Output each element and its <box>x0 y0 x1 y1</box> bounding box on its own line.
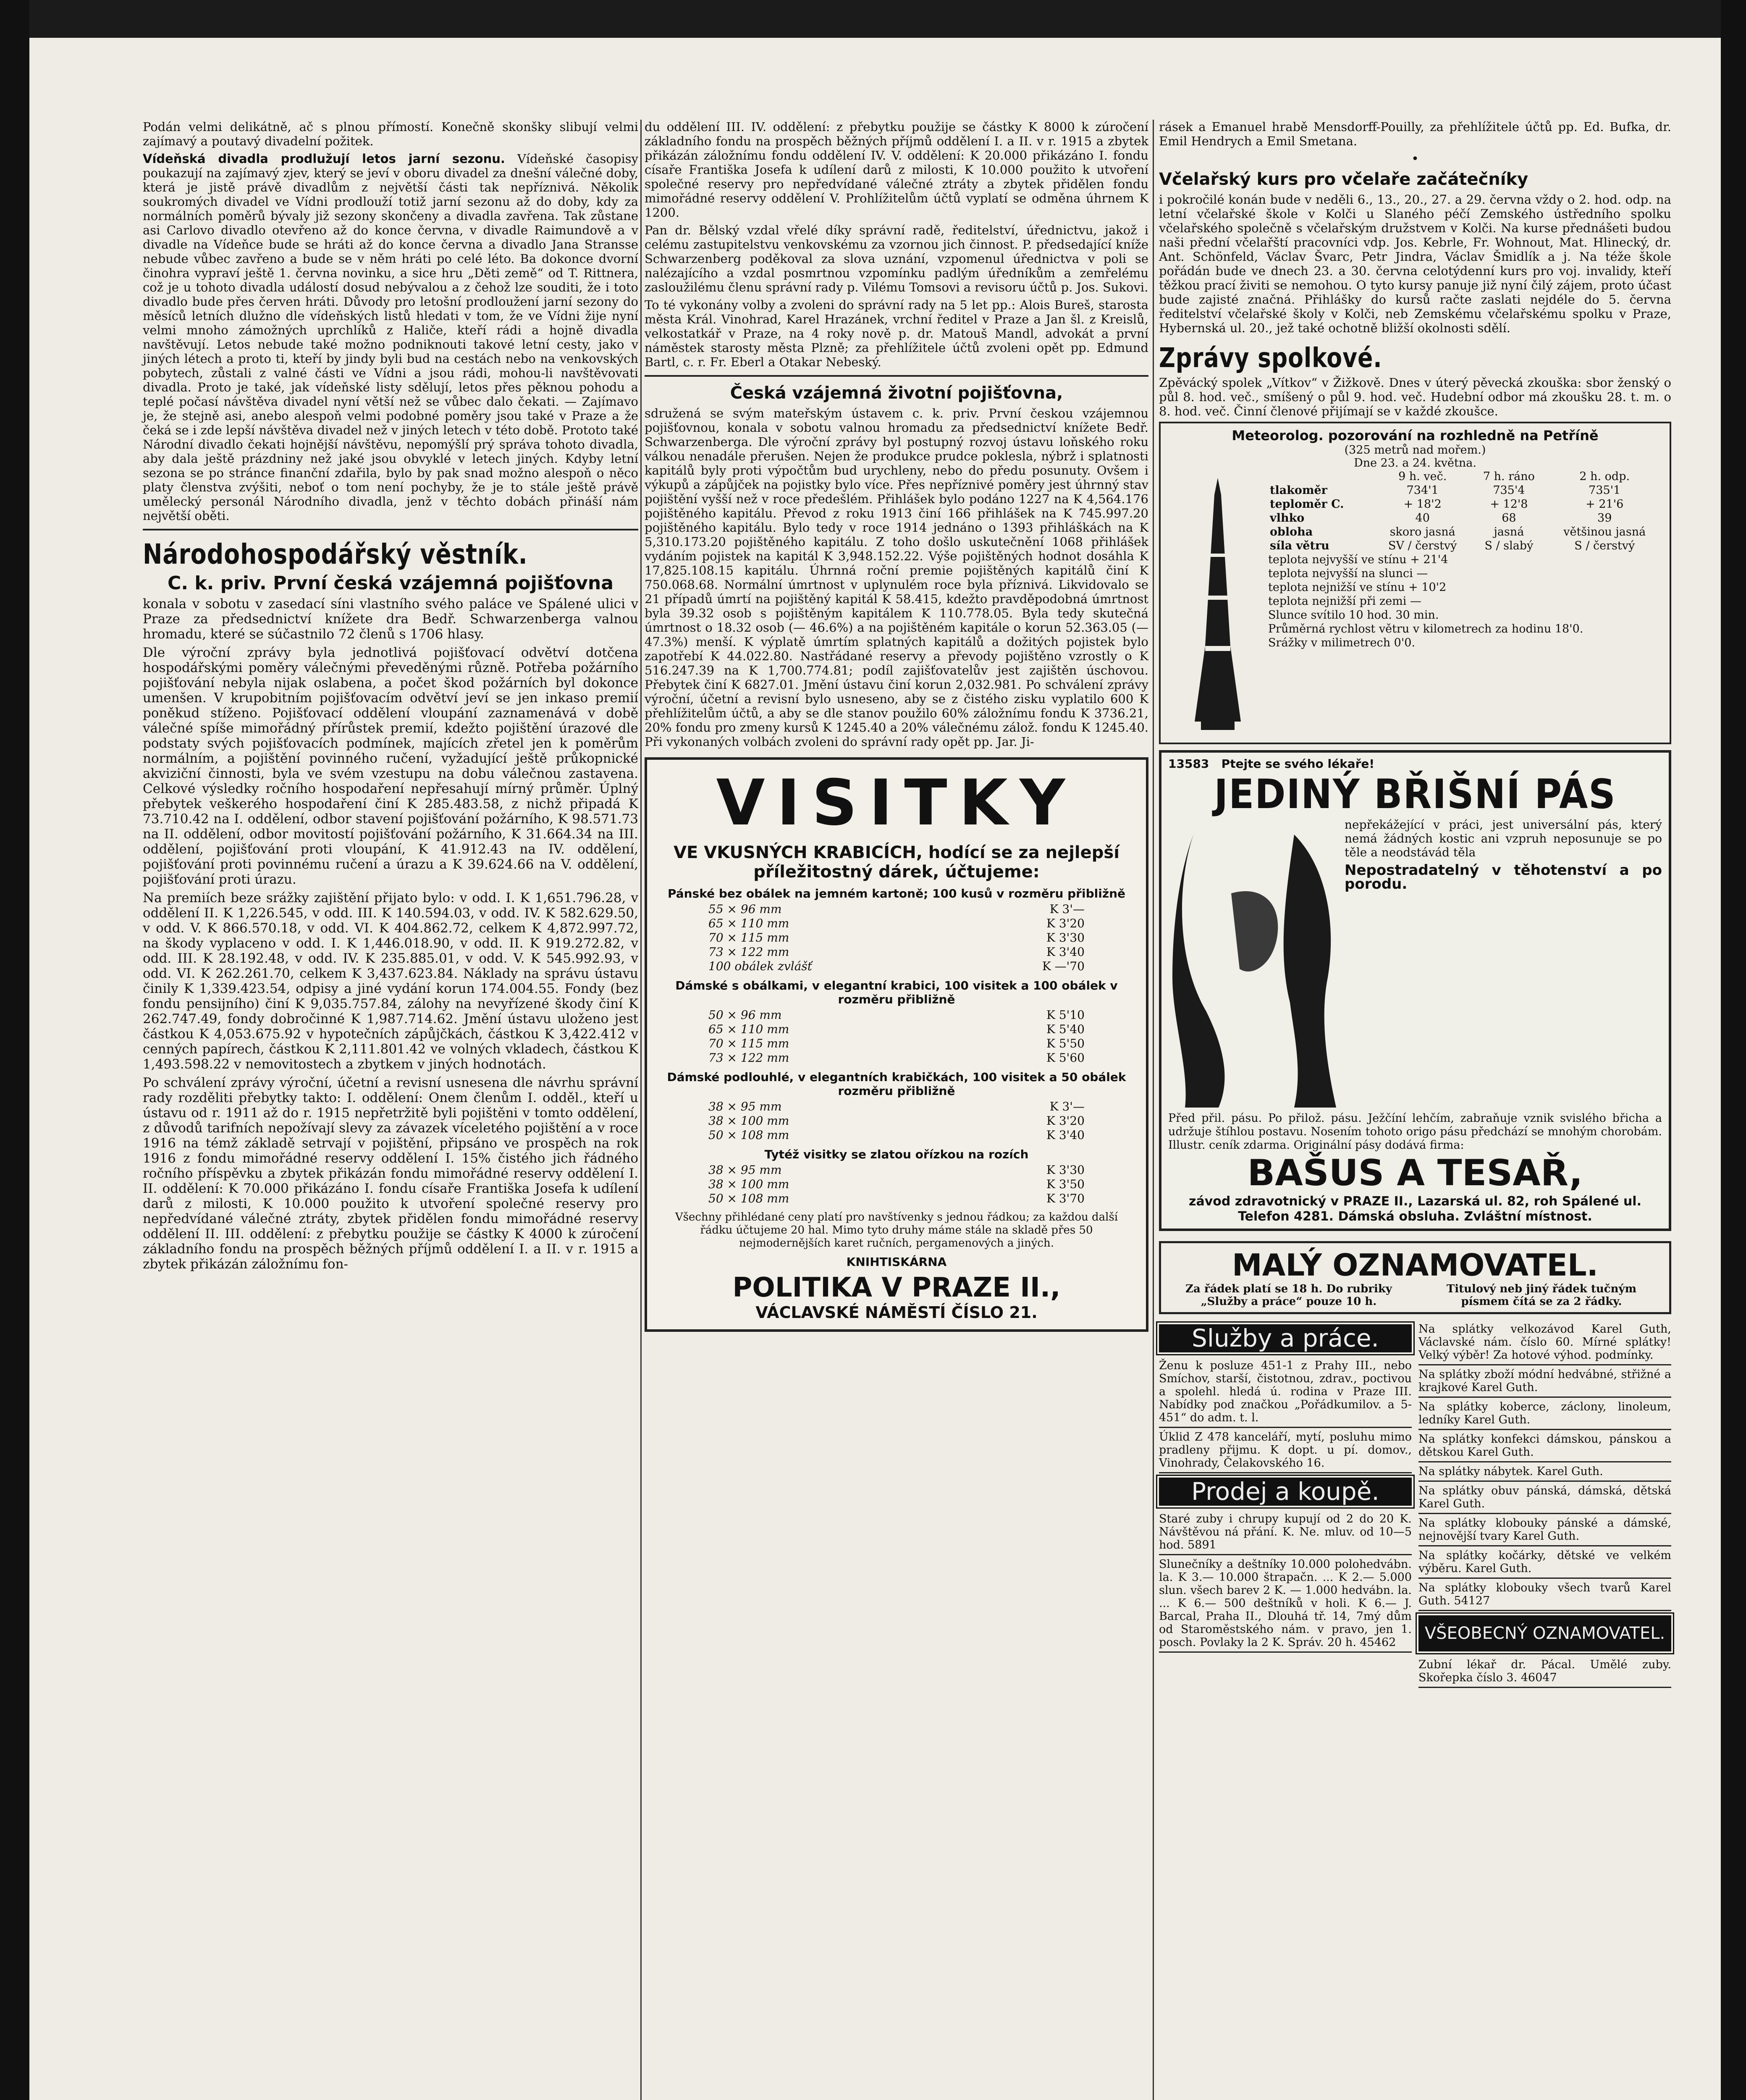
paragraph: du oddělení III. IV. oddělení: z přebytku použije se částky K 8000 k zúročení základního fondu na prospěch běžných příjmů oddělení I. a II. v r. 1915 a zbytek přikázán záložnímu fondu oddělení IV. V. oddělení: K 20.000 přikázáno I. fondu císaře Františka Josefa k udílení darů z milosti, K 10.000 použito k utvoření společné reservy pro nepředvídané válečné ztráty a zbytek přidělen fondu mimořádné reservy oddělení V. Prohlížitelům účtů vyplatí se odměna úhrnem K 1200. <box>645 120 1148 220</box>
column-divider <box>1153 120 1154 2100</box>
weather-row: vlhko 40 68 39 <box>1270 512 1612 525</box>
classified-ad: Na splátky zboží módní hedvábné, střižné a krajkové Karel Guth. <box>1418 1365 1671 1398</box>
classified-ad: Na splátky obuv pánská, dámská, dětská Karel Guth. <box>1418 1482 1671 1514</box>
scan-border-right <box>1721 0 1746 2100</box>
petrin-tower-illustration <box>1167 470 1268 738</box>
ribbon-general: VŠEOBECNÝ OZNAMOVATEL. <box>1418 1615 1671 1651</box>
belt-ad-title: JEDINÝ BŘIŠNÍ PÁS <box>1214 771 1616 818</box>
scan-border-top <box>0 0 1746 38</box>
club-news: Zpěvácký spolek „Vítkov“ v Žižkově. Dnes v úterý pěvecká zkouška: sbor ženský o půl 8. hod. več., smíšený o půl 9. hod. več. Hudební odbor má zkoušku 28. t. m. o 8. hod. več. Činní členové přijímají se v každé zkoušce. <box>1159 375 1671 418</box>
classified-ad: Úklid Z 478 kanceláří, mytí, posluhu mimo pradleny přijmu. K dopt. u pí. domov., Vinohrady, Čelakovského 16. <box>1159 1428 1412 1473</box>
paragraph: sdružená se svým mateřským ústavem c. k. priv. První českou vzájemnou pojišťovnou, konala v sobotu valnou hromadu za předsednictví knížete Bedř. Schwarzenberga. Dle výroční zprávy byl postupný rozvoj ústavu loňského roku válkou nenadále přerušen. Nejen že produkce prudce poklesla, nýbrž i splatnosti kapitálů byly proti výpočtům bud urychleny, nebo do předu posunuty. Ovšem i výkupů a zápůjček na pojistky bylo více. Přes nepříznivé poměry jest úhrnný stav pojištění vyšší než v roce předešlém. Přihlášek bylo podáno 1227 na K 4,564.176 pojištěného kapitálu. Převod z roku 1913 činí 166 přihlášek na K 745.997.20 pojištěného kapitálu. Bylo tedy v roce 1914 jednáno o 1393 přihláškách na K 5,310.173.20 pojištěného kapitálu. Z toho došlo uskutečnění 1068 přihlášek vydáním pojistek na kapitál K 3,948.152.22. Výše pojištěných hodnot dosáhla K 17,825.108.15 kapitálu. Úhrnná roční premie pojištěných kapitálů činí K 750.068.68. Normální úmrtnost v uplynulém roce byla příznivá. Likvidovalo se 21 případů úmrtí na pojištěný kapitál K 58.415, kdežto pravděpodobná úmrtnost byla 39.32 osob s pojištěným kapitálem K 110.778.05. Byla tedy skutečná úmrtnost o 18.32 osob (— 46.6%) a na pojištěném kapitále o korun 52.363.05 (— 47.3%) menší. K výplatě úmrtím splatných kapitálů a dožitých pojistek bylo zapotřebí K 44.022.80. Nastřádané reservy a převody pojištěno vzrostly o K 516.247.39 na K 1,700.774.81; podíl zajišťovatelův jest zajištěn úschovou. Přebytek činí K 6827.01. Jmění ústavu činí korun 2,032.981. Po schválení zprávy výroční, účetní a revisní bylo usneseno, aby se z čistého zisku vyplatilo 600 K přehlížitelům účtů, a aby se dle stanov použilo 60% záložnímu fondu K 3736.21, 20% fondu pro zmeny kursů K 1245.40 a 20% válečnému zálož. fondu K 1245.40. Při vykonaných volbách zvoleni do správní rady opět pp. Jar. Ji- <box>645 406 1148 749</box>
classified-ad: Na splátky velkozávod Karel Guth, Václavské nám. číslo 60. Mírné splátky! Velký výběr! Za hotové výhod. podmínky. <box>1418 1320 1671 1365</box>
beekeeping-text: i pokročilé konán bude v neděli 6., 13., 20., 27. a 29. června vždy o 2. hod. odp. na letní včelařské škole v Kolči u Slaného péčí Zemského ústředního spolku včelařského společně s včelařským družstvem v Kolči. Na kurse přednášeti budou naši přední včelařští pracovníci vdp. Jos. Kebrle, Fr. Wohnout, Mat. Hlinecký, dr. Ant. Schönfeld, Václav Švarc, Petr Jindra, Václav Šmidlík a j. Na téže škole pořádán bude ve dnech 23. a 30. června celotýdenní kurs pro voj. invalidy, kteří těžkou prací živiti se nemohou. O tyto kursy panuje již nyní čilý zájem, proto účast bude zajisté značná. Přihlášky do kursů račte zaslati nejdéle do 5. června ředitelství včelařské školy v Kolči, neb Zemskému včelařskému spolku v Praze, Hybernská ul. 20., jež také ochotně bližší okolnosti sdělí. <box>1159 192 1671 335</box>
classified-ad: Ženu k posluze 451-1 z Prahy III., nebo Smíchov, starší, čistotnou, zdrav., poctivou a spolehl. hledá ú. rodina v Praze III. Nabídky pod značkou „Pořádkumilov. a 5-451“ do adm. t. l. <box>1159 1357 1412 1428</box>
classified-ad: Na splátky koberce, záclony, linoleum, ledníky Karel Guth. <box>1418 1398 1671 1430</box>
section-title-economy: Národohospodářský věstník. <box>143 538 528 570</box>
price-group-title: Pánské bez obálek na jemném kartoně; 100 kusů v rozměru přibližně <box>667 887 1126 900</box>
belt-text-2: Před přil. pásu. Po přilož. pásu. Ježčíní lehčím, zabraňuje vznik svislého břicha a udržuje štíhlou postavu. Nosením tohoto origo pásu předchází se mnohým chorobám. Illustr. ceník zdarma. Originální pásy dodává firma: <box>1168 1112 1662 1152</box>
weather-altitude: (325 metrů nad mořem.) <box>1344 444 1486 457</box>
belt-advertisement <box>1159 750 1671 1231</box>
ribbon-sale: Prodej a koupě. <box>1159 1478 1412 1506</box>
weather-box <box>1159 422 1671 744</box>
column-3 <box>1159 120 1671 2100</box>
paragraph: Pan dr. Bělský vzdal vřelé díky správní radě, ředitelství, úřednictvu, jakož i celému zastupitelstvu venkovskému za vzornou jich činnost. P. předsedající kníže Schwarzenberg poděkoval za slova uznání, vzpomenul úřednictva v poli se nalézajícího a vzdal posmrtnou vzpomínku padlým úředníkům a zemřelému zasloužilému členu správní rady p. Vilému Tomsovi a revisoru účtů p. Jos. Sukovi. <box>645 223 1148 294</box>
vienna-article: Vídeňská divadla prodlužují letos jarní sezonu. Vídeňské časopisy poukazují na zajímavý zjev, který se jeví v oboru divadel za dnešní válečné doby, která je jistě právě divadlům z největší části tak nepříznivá. Několik soukromých divadel ve Vídni prodlouží totiž jarní sezonu až do doby, kdy za normálních poměrů bývaly již sezony skončeny a divadla zavřena. Tak zůstane asi Carlovo divadlo otevřeno až do konce června, v divadle Raimundově a v divadle na Vídeňce bude se hráti až do konce června a divadlo Jana Stransse nebude vůbec zavřeno a bude se v něm hráti po celé léto. Ba dokonce dvorní činohra vypraví ještě 1. června novinku, a sice hru „Děti země“ od T. Rittnera, což je u tohoto divadla událostí dosud nebývalou a z čehož lze souditi, že i toto divadlo bude přes červen hráti. Důvody pro letošní prodloužení jarní sezony do měsíců letních dlužno dle vídeňských listů hledati v tom, že ve Vídni žije nyní velmi mnoho zámožných uprchlíků z Haliče, kteří rádi a hojně divadla navštěvují. Letos nebude také možno podniknouti takové letní cesty, jako v jiných létech a proto ti, kteří by jindy byli bud na cestách nebo na venkovských pobytech, zůstali z valné části ve Vídni a jsou rádi, mohou-li navštěvovati divadla. Proto je také, jak vídeňské listy sdělují, letos přes pěknou pohodu a teplé počasí návštěva divadel nyní větší než se vůbec dalo čekati. — Zajímavo je, že stejně asi, anebo alespoň velmi podobné poměry jsou také v Praze a že čeká se i zde lepší návštěva divadel než v jiných letech v této době. Prototo také Národní divadlo čekati hojnější návštěvu, nepomýšlí prý správa tohoto divadla, aby dala ještě prázdniny než jaké jsou obvyklé v letech jiných. Kdyby letní sezona se po stránce finanční zdařila, bylo by pak snad možno alespoň o něco platy členstva zvýšiti, neboť o tom není pochyby, že je to stále ještě právě umělecký personál Národního divadla, jenž v těchto dobách přináší nám největší oběti. <box>143 152 638 523</box>
paragraph: To té vykonány volby a zvoleni do správní rady na 5 let pp.: Alois Bureš, starosta města Král. Vinohrad, Karel Hrazánek, vrchní ředitel v Praze a Jan šl. z Kreislů, velkostatkář v Praze, na 4 roky nově p. dr. Matouš Mandl, advokát a první náměstek starosty města Plzně; za přehlížitele účtů zvoleni opět pp. Edmund Bartl, c. r. Fr. Eberl a Otakar Nebeský. <box>645 298 1148 369</box>
paragraph: Po schválení zprávy výroční, účetní a revisní usnesena dle návrhu správní rady rozděliti přebytky takto: I. oddělení: Onem členům I. odděl., kteří u ústavu od r. 1911 až do r. 1915 nepřetržitě byli pojištěni v tomto oddělení, z důvodů tarifních nepožívají slevy za závazek víceletého pojištění a v roce 1916 na témž základě setrvají v pojištění, připsáno ve prospěch na rok 1916 z fondu mimořádné reservy oddělení I. 15% čistého jich řádného ročního příspěvku a zbytek přikázán fondu mimořádné reservy oddělení I. II. oddělení: K 70.000 přikázáno I. fondu císaře Františka Josefa k udílení darů z milosti, K 10.000 použito k utvoření společné reservy pro nepředvídané válečné ztráty, zbytek přidělen fondu mimořádné reservy oddělení II. III. oddělení: z přebytku použije se částky K 4000 k zúročení základního fondu na prospěch běžných příjmů oddělení I. a II. v r. 1915 a zbytek přikázán záložnímu fon- <box>143 1075 638 1272</box>
weather-title: Meteorolog. pozorování na rozhledně na Petříně <box>1232 428 1599 444</box>
classifieds-title: MALÝ OZNAMOVATEL. <box>1232 1247 1599 1283</box>
intro-paragraph: Podán velmi delikátně, ač s plnou přímostí. Konečně skonšky slibují velmi zajímavý a poutavý divadelní požitek. <box>143 120 638 148</box>
vienna-headline: Vídeňská divadla prodlužují letos jarní sezonu. <box>143 152 505 166</box>
classified-ad: Zubní lékař dr. Pácal. Umělé zuby. Skořepka číslo 3. 46047 <box>1418 1656 1671 1688</box>
paragraph: Dle výroční zprávy byla jednotlivá pojišťovací odvětví dotčena hospodářskými poměry válečnými převeděnými různě. Potřeba požárního pojišťování nebyla nijak oslabena, a počet škod požárních byl dokonce umenšen. V krupobitním pojišťovacím odvětví jeví se jen inkaso premií poněkud stíženo. Pojišťovací oddělení vloupání zaznamenává v době válečné spíše mimořádný přírůstek premií, kdežto pojištění úrazové dle podstaty svých pojišťovacích podmínek, majících zřetel jen k poměrům normálním, a pojištění povinného ručení, vyžadující ještě průkopnické akviziční činnosti, byla ve svém vzestupu na dobu válečnou zastavena. Celkové výsledky ročního hospodaření nepřesahují mírný průměr. Úplný přebytek veškerého hospodaření činí K 285.483.58, z nichž připadá K 73.710.42 na I. oddělení, odbor stavení pojišťování požárního, K 98.571.73 na II. oddělení, odbor movitostí pojišťování požárního, K 31.664.34 na III. oddělení, pojišťování proti vloupání, K 41.912.43 na IV. oddělení, pojišťování proti povinnému ručení a úrazu a K 39.624.66 na V. oddělení, pojišťování proti úrazu. <box>143 645 638 887</box>
belt-headline: Nepostradatelný v těhotenství a po porodu. <box>1345 862 1662 892</box>
price-row: 38 × 100 mm K 3'20 <box>708 1114 1085 1128</box>
weather-row: teploměr C. + 18'2 + 12'8 + 21'6 <box>1270 498 1624 511</box>
belt-firm: BAŠUS A TESAŘ, <box>1247 1152 1583 1194</box>
price-row: 38 × 95 mm K 3'— <box>708 1100 1085 1113</box>
divider <box>143 529 638 530</box>
section-title-clubs: Zprávy spolkové. <box>1159 343 1382 374</box>
price-row: 38 × 95 mm K 3'30 <box>708 1163 1085 1177</box>
weather-extra: teplota nejnižší při zemi — <box>1268 595 1422 608</box>
paragraph: Na premiích beze srážky zajištění přijato bylo: v odd. I. K 1,651.796.28, v oddělení II. K 1,226.545, v odd. III. K 140.594.03, v odd. IV. K 582.629.50, v odd. V. K 866.570.18, v odd. VI. K 404.862.72, celkem K 4,872.997.72, na škody vyplaceno v odd. I. K 1,446.018.90, v odd. II. K 919.272.82, v odd. III. K 28.192.48, v odd. IV. K 235.885.01, v odd. V. K 545.992.93, v odd. VI. K 262.261.70, celkem K 3,437.623.84. Náklady na správu ústavu činily K 1,339.423.54, odpisy a jiné vydání korun 174.004.55. Fondy (bez fondu pensijního) činí K 9,035.757.84, zálohy na nevyřízené škody činí K 262.747.49, fondy dobročinné K 1,987.714.62. Jmění ústavu uloženo jest částkou K 4,053.675.92 v hypotečních zápůjčkách, částkou K 3,422.412 v cenných papírech, částkou K 2,111.801.42 ve volných vkladech, částkou K 1,493.598.22 v nemovitostech a zbytkem v jiných hodnotách. <box>143 890 638 1072</box>
belt-ad-top: 13583 Ptejte se svého lékaře! <box>1168 757 1375 771</box>
classifieds-rate-bold: Titulový neb jiný řádek tučným písmem čítá se za 2 řádky. <box>1446 1283 1637 1308</box>
classified-ad: Na splátky konfekci dámskou, pánskou a dětskou Karel Guth. <box>1418 1430 1671 1462</box>
price-row: 70 × 115 mm K 5'50 <box>708 1037 1085 1050</box>
price-row: 73 × 122 mm K 3'40 <box>708 945 1085 959</box>
article-title-life-insurance: Česká vzájemná životní pojišťovna, <box>730 383 1063 403</box>
ornament: • <box>1411 152 1419 166</box>
price-row: 100 obálek zvlášť K —'70 <box>708 959 1085 973</box>
weather-row: síla větru SV / čerstvý S / slabý S / čerstvý <box>1270 539 1635 552</box>
visitky-firm: POLITIKA V PRAZE II., <box>732 1272 1061 1303</box>
price-group-title: Dámské podlouhlé, v elegantních krabičkách, 100 visitek a 50 obálek rozměru přibližně <box>667 1070 1126 1098</box>
price-row: 55 × 96 mm K 3'— <box>708 902 1085 916</box>
classified-ad: Staré zuby i chrupy kupují od 2 do 20 K. Návštěvou ná přání. K. Ne. mluv. od 10—5 hod. 5891 <box>1159 1510 1412 1555</box>
belt-address: závod zdravotnický v PRAZE II., Lazarská ul. 82, roh Spálené ul. Telefon 4281. Dámská obsluha. Zvláštní místnost. <box>1189 1194 1641 1224</box>
weather-extra: teplota nejvyšší ve stínu + 21'4 <box>1268 553 1448 566</box>
classifieds-header <box>1159 1241 1671 1314</box>
column-2 <box>645 120 1148 2100</box>
column-1 <box>143 120 638 2100</box>
paragraph: rásek a Emanuel hrabě Mensdorff-Pouilly, za přehlížitele účtů pp. Ed. Bufka, dr. Emil Hendrych a Emil Smetana. <box>1159 120 1671 148</box>
price-row: 73 × 122 mm K 5'60 <box>708 1051 1085 1065</box>
paragraph: konala v sobotu v zasedací síni vlastního svého paláce ve Spálené ulici v Praze za předsednictví knížete dra Bedř. Schwarzenberga valnou hromadu, které se súčastnilo 72 členů s 1706 hlasy. <box>143 596 638 642</box>
price-row: 65 × 110 mm K 5'40 <box>708 1022 1085 1036</box>
visitky-subtitle: VE VKUSNÝCH KRABICÍCH, hodící se za nejlepší příležitostný dárek, účtujeme: <box>674 843 1119 882</box>
price-group-title: Tytéž visitky se zlatou ořízkou na rozích <box>764 1147 1029 1161</box>
ribbon-services: Služby a práce. <box>1159 1324 1412 1352</box>
belt-illustration <box>1168 818 1345 1112</box>
weather-row: obloha skoro jasná jasná většinou jasná <box>1270 525 1646 538</box>
classified-ad: Na splátky klobouky všech tvarů Karel Guth. 54127 <box>1418 1579 1671 1611</box>
visitky-advertisement <box>645 757 1148 1332</box>
column-divider <box>640 120 642 2100</box>
weather-extra: Srážky v milimetrech 0'0. <box>1268 636 1416 649</box>
price-row: 38 × 100 mm K 3'50 <box>708 1177 1085 1191</box>
classified-ad: Na splátky kočárky, dětské ve velkém výběru. Karel Guth. <box>1418 1546 1671 1579</box>
weather-row: tlakoměr 734'1 735'4 735'1 <box>1270 484 1621 497</box>
article-title-insurance: C. k. priv. První česká vzájemná pojišťovna <box>168 572 613 594</box>
classified-ad: Na splátky nábytek. Karel Guth. <box>1418 1462 1671 1482</box>
beekeeping-title: Včelařský kurs pro včelaře začátečníky <box>1159 170 1528 189</box>
classified-ad: Slunečníky a deštníky 10.000 polohedvábn. la. K 3.— 10.000 štrapačn. ... K 2.— 5.000 slun. všech barev 2 K. — 1.000 hedvábn. la. ... K 6.— 500 deštníků v holi. K 6.— J. Barcal, Praha II., Dlouhá tř. 14, 7mý dům od Staroměstského nám. v pravo, jen 1. posch. Povlaky la 2 K. Správ. 20 h. 45462 <box>1159 1555 1412 1653</box>
visitky-firm-label: KNIHTISKÁRNA <box>846 1255 947 1269</box>
visitky-address: VÁCLAVSKÉ NÁMĚSTÍ ČÍSLO 21. <box>755 1303 1038 1322</box>
weather-extra: Průměrná rychlost větru v kilometrech za hodinu 18'0. <box>1268 622 1583 635</box>
weather-table: 9 h. več. 7 h. ráno 2 h. odp. tlakoměr 734'1 735'4 735'1 teploměr C. + 18'2 + 12'8 + 21'6 vlhko 40 68 39 obloha skoro jasná jasná většinou jasná síla větru SV / čerstvý S / slabý S / čerstvý <box>1268 470 1663 553</box>
scan-border-left <box>0 0 29 2100</box>
price-row: 65 × 110 mm K 3'20 <box>708 916 1085 930</box>
belt-text: nepřekážející v práci, jest universální pás, který nemá žádných kostic ani vzpruh neposunuje se po těle a neodstávád těla <box>1345 818 1662 859</box>
price-row: 70 × 115 mm K 3'30 <box>708 931 1085 945</box>
price-row: 50 × 96 mm K 5'10 <box>708 1008 1085 1022</box>
price-group-title: Dámské s obálkami, v elegantní krabici, 100 visitek a 100 obálek v rozměru přibližně <box>675 979 1118 1006</box>
divider <box>645 375 1148 377</box>
classified-ad: Na splátky klobouky pánské a dámské, nejnovější tvary Karel Guth. <box>1418 1514 1671 1546</box>
weather-date: Dne 23. a 24. května. <box>1354 457 1476 470</box>
classifieds-area <box>1159 1320 1671 1688</box>
classifieds-rate: Za řádek platí se 18 h. Do rubriky „Služby a práce“ pouze 10 h. <box>1185 1283 1392 1308</box>
price-row: 50 × 108 mm K 3'70 <box>708 1192 1085 1205</box>
weather-extra: teplota nejvyšší na slunci — <box>1268 567 1428 580</box>
price-row: 50 × 108 mm K 3'40 <box>708 1128 1085 1142</box>
weather-extra: Slunce svítilo 10 hod. 30 min. <box>1268 609 1439 622</box>
visitky-title: VISITKY <box>716 766 1077 840</box>
visitky-note: Všechny přihlédané ceny platí pro navštívenky s jednou řádkou; za každou další řádku účtujeme 20 hal. Mimo tyto druhy máme stále na skladě přes 50 nejmodernějších karet ručních, pergamenových a jiných. <box>675 1211 1118 1250</box>
weather-extra: teplota nejnižší ve stínu + 10'2 <box>1268 581 1447 594</box>
